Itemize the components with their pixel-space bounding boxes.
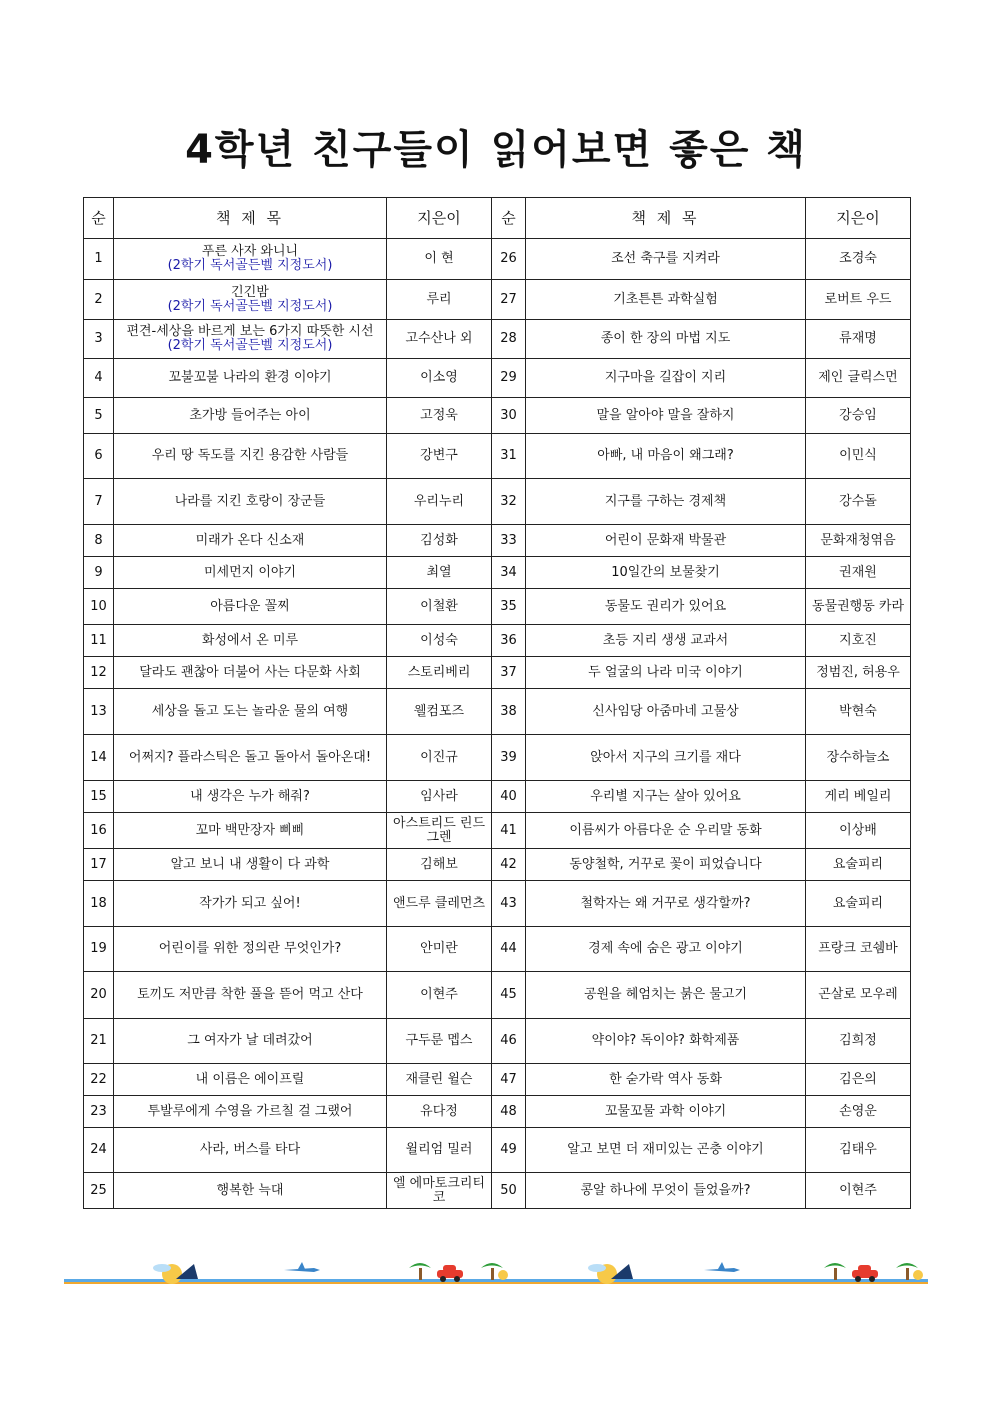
row-number: 2 (84, 280, 114, 320)
book-title-right: 초등 지리 생생 교과서 (526, 625, 806, 657)
page-title: 4학년 친구들이 읽어보면 좋은 책 (185, 127, 807, 173)
book-author: 아스트리드 린드그렌 (387, 813, 492, 849)
book-author: 이소영 (387, 359, 492, 398)
palm-tree-icon (409, 1263, 431, 1280)
book-author-right: 권재원 (806, 557, 911, 589)
table-row (84, 781, 911, 813)
table-row (84, 881, 911, 927)
book-title-right: 이름씨가 아름다운 순 우리말 동화 (526, 813, 806, 849)
book-title-right: 종이 한 장의 마법 지도 (526, 320, 806, 359)
book-author-right: 박현숙 (806, 689, 911, 735)
row-number-right: 45 (492, 972, 526, 1019)
row-number-right: 39 (492, 735, 526, 781)
book-title (114, 1173, 387, 1209)
book-title (114, 280, 387, 320)
book-author: 구두룬 멥스 (387, 1019, 492, 1064)
book-author: 임사라 (387, 781, 492, 813)
book-author-right: 김태우 (806, 1128, 911, 1173)
row-number-right: 34 (492, 557, 526, 589)
row-number: 17 (84, 849, 114, 881)
book-title-text: 미래가 온다 신소재 (195, 532, 305, 548)
table-row (84, 479, 911, 525)
row-number-right: 33 (492, 525, 526, 557)
row-number: 11 (84, 625, 114, 657)
row-number-right: 37 (492, 657, 526, 689)
row-number: 8 (84, 525, 114, 557)
table-row (84, 689, 911, 735)
book-title (114, 881, 387, 927)
book-author-right: 류재명 (806, 320, 911, 359)
book-title-right: 신사임당 아줌마네 고물상 (526, 689, 806, 735)
table-row (84, 525, 911, 557)
book-title-text: 세상을 돌고 도는 놀라운 물의 여행 (151, 703, 349, 719)
table-row (84, 972, 911, 1019)
book-title-right: 공원을 헤엄치는 붉은 물고기 (526, 972, 806, 1019)
row-number-right: 40 (492, 781, 526, 813)
book-title-text: 초가방 들어주는 아이 (189, 407, 311, 423)
book-title (114, 625, 387, 657)
table-row (84, 320, 911, 359)
book-title-text: 꼬마 백만장자 삐삐 (195, 822, 305, 838)
header-author: 지은이 (387, 198, 492, 239)
table-row (84, 1064, 911, 1096)
book-title-text: 편견-세상을 바르게 보는 6가지 따뜻한 시선 (126, 324, 374, 339)
row-number-right: 36 (492, 625, 526, 657)
book-author-right: 정범진, 허용우 (806, 657, 911, 689)
footer-decoration (64, 1258, 928, 1288)
book-author-right: 요술피리 (806, 881, 911, 927)
book-title-text: 나라를 지킨 호랑이 장군들 (174, 493, 326, 509)
header-book-title-right: 책 제 목 (526, 198, 806, 239)
row-number-right: 48 (492, 1096, 526, 1128)
table-row (84, 735, 911, 781)
book-title-text: 투발루에게 수영을 가르칠 걸 그랬어 (147, 1103, 353, 1119)
book-author: 이철환 (387, 589, 492, 625)
row-number: 21 (84, 1019, 114, 1064)
row-number: 15 (84, 781, 114, 813)
table-row (84, 1096, 911, 1128)
book-author-right: 프랑크 코쉠바 (806, 927, 911, 972)
row-number-right: 27 (492, 280, 526, 320)
book-author: 유다정 (387, 1096, 492, 1128)
book-author-right: 요술피리 (806, 849, 911, 881)
palm-tree-icon-2 (481, 1263, 508, 1280)
row-number: 1 (84, 239, 114, 280)
book-title-text: 우리 땅 독도를 지킨 용감한 사람들 (151, 448, 349, 463)
book-title (114, 1096, 387, 1128)
book-title (114, 398, 387, 434)
book-title-right: 동양철학, 거꾸로 꽃이 피었습니다 (526, 849, 806, 881)
row-number-right: 47 (492, 1064, 526, 1096)
table-row (84, 589, 911, 625)
table-row (84, 280, 911, 320)
table-row (84, 398, 911, 434)
book-title-right: 콩알 하나에 무엇이 들었을까? (526, 1173, 806, 1209)
book-author: 이 현 (387, 239, 492, 280)
airplane-icon-2 (704, 1262, 740, 1272)
book-title-text: 어쩌지? 플라스틱은 돌고 돌아서 돌아온대! (128, 749, 372, 765)
row-number: 13 (84, 689, 114, 735)
palm-tree-icon-3 (824, 1263, 846, 1280)
book-title (114, 359, 387, 398)
book-title-right: 두 얼굴의 나라 미국 이야기 (526, 657, 806, 689)
palm-tree-icon-4 (896, 1263, 923, 1280)
row-number-right: 32 (492, 479, 526, 525)
row-number: 24 (84, 1128, 114, 1173)
book-title-right: 우리별 지구는 살아 있어요 (526, 781, 806, 813)
book-title-text: 내 생각은 누가 해줘? (190, 788, 310, 804)
book-author-right: 동물권행동 카라 (806, 589, 911, 625)
book-author: 고수산나 외 (387, 320, 492, 359)
book-author: 이진규 (387, 735, 492, 781)
book-title (114, 589, 387, 625)
table-body (84, 239, 911, 1209)
table-row (84, 557, 911, 589)
row-number-right: 49 (492, 1128, 526, 1173)
row-number: 5 (84, 398, 114, 434)
book-title-text: 꼬불꼬불 나라의 환경 이야기 (168, 370, 332, 385)
row-number: 18 (84, 881, 114, 927)
row-number-right: 26 (492, 239, 526, 280)
book-author: 스토리베리 (387, 657, 492, 689)
row-number-right: 28 (492, 320, 526, 359)
book-title-right: 경제 속에 숨은 광고 이야기 (526, 927, 806, 972)
book-author: 고정욱 (387, 398, 492, 434)
book-title-text: 어린이를 위한 정의란 무엇인가? (158, 941, 342, 956)
row-number-right: 42 (492, 849, 526, 881)
book-author: 루리 (387, 280, 492, 320)
row-number-right: 30 (492, 398, 526, 434)
book-author-right: 김은의 (806, 1064, 911, 1096)
table-row (84, 849, 911, 881)
book-author-right: 문화재청엮음 (806, 525, 911, 557)
table-row (84, 625, 911, 657)
book-title-text: 긴긴밤 (231, 284, 269, 300)
book-title (114, 1064, 387, 1096)
book-author-right: 강승임 (806, 398, 911, 434)
book-author: 앤드루 클레먼츠 (387, 881, 492, 927)
row-number: 23 (84, 1096, 114, 1128)
book-author-right: 지호진 (806, 625, 911, 657)
airplane-icon (284, 1262, 320, 1272)
row-number-right: 44 (492, 927, 526, 972)
book-title-right: 기초튼튼 과학실험 (526, 280, 806, 320)
book-author-right: 김희정 (806, 1019, 911, 1064)
row-number: 7 (84, 479, 114, 525)
book-title-right: 지구를 구하는 경제책 (526, 479, 806, 525)
book-list-table (83, 197, 911, 1209)
book-author: 이현주 (387, 972, 492, 1019)
row-number: 25 (84, 1173, 114, 1209)
book-title-text: 미세먼지 이야기 (203, 564, 297, 580)
row-number: 12 (84, 657, 114, 689)
book-title-right: 약이야? 독이야? 화학제품 (526, 1019, 806, 1064)
book-title-right: 지구마을 길잡이 지리 (526, 359, 806, 398)
table-row (84, 434, 911, 479)
row-number-right: 35 (492, 589, 526, 625)
book-author-right: 이상배 (806, 813, 911, 849)
book-title (114, 849, 387, 881)
book-title (114, 1128, 387, 1173)
book-title-text: 그 여자가 날 데려갔어 (187, 1033, 313, 1048)
book-author-right: 게리 베일리 (806, 781, 911, 813)
book-author: 김해보 (387, 849, 492, 881)
row-number-right: 29 (492, 359, 526, 398)
book-title (114, 657, 387, 689)
book-author-right: 손영운 (806, 1096, 911, 1128)
book-author-right: 강수돌 (806, 479, 911, 525)
table-row (84, 1019, 911, 1064)
book-title (114, 972, 387, 1019)
row-number: 4 (84, 359, 114, 398)
header-author-right: 지은이 (806, 198, 911, 239)
book-author-right: 이현주 (806, 1173, 911, 1209)
book-author: 강변구 (387, 434, 492, 479)
book-author: 이성숙 (387, 625, 492, 657)
row-number-right: 41 (492, 813, 526, 849)
row-number: 14 (84, 735, 114, 781)
book-author-right: 장수하늘소 (806, 735, 911, 781)
book-title (114, 1019, 387, 1064)
row-number: 3 (84, 320, 114, 359)
book-title-text: 알고 보니 내 생활이 다 과학 (170, 856, 330, 872)
book-title (114, 557, 387, 589)
row-number: 22 (84, 1064, 114, 1096)
header-no-right: 순 (492, 198, 526, 239)
book-title (114, 927, 387, 972)
row-number-right: 31 (492, 434, 526, 479)
book-note: (2학기 독서골든벨 지정도서) (167, 338, 333, 353)
book-title-text: 화성에서 온 미루 (201, 632, 299, 648)
book-title-right: 아빠, 내 마음이 왜그래? (526, 434, 806, 479)
table-row (84, 359, 911, 398)
book-title-text: 아름다운 꼴찌 (210, 598, 290, 614)
book-title-right: 어린이 문화재 박물관 (526, 525, 806, 557)
book-title-right: 말을 알아야 말을 잘하지 (526, 398, 806, 434)
book-author: 윌리엄 밀러 (387, 1128, 492, 1173)
row-number-right: 43 (492, 881, 526, 927)
sand-line (64, 1282, 928, 1284)
book-author-right: 로버트 우드 (806, 280, 911, 320)
table-row (84, 927, 911, 972)
book-title-text: 내 이름은 에이프릴 (195, 1071, 305, 1087)
table-row (84, 657, 911, 689)
table-header-row (84, 198, 911, 239)
row-number: 19 (84, 927, 114, 972)
row-number-right: 50 (492, 1173, 526, 1209)
book-title (114, 735, 387, 781)
book-title-right: 알고 보면 더 재미있는 곤충 이야기 (526, 1128, 806, 1173)
book-title (114, 434, 387, 479)
book-title (114, 689, 387, 735)
book-title-right: 꼬물꼬물 과학 이야기 (526, 1096, 806, 1128)
book-title (114, 525, 387, 557)
book-title-text: 푸른 사자 와니니 (201, 244, 299, 259)
row-number: 6 (84, 434, 114, 479)
book-title-right: 동물도 권리가 있어요 (526, 589, 806, 625)
book-title-right: 조선 축구를 지켜라 (526, 239, 806, 280)
book-note: (2학기 독서골든벨 지정도서) (167, 258, 333, 273)
book-note: (2학기 독서골든벨 지정도서) (167, 298, 333, 314)
book-author-right: 이민식 (806, 434, 911, 479)
header-no: 순 (84, 198, 114, 239)
book-title (114, 813, 387, 849)
row-number-right: 46 (492, 1019, 526, 1064)
book-author: 웰컴포즈 (387, 689, 492, 735)
book-title-right: 10일간의 보물찾기 (526, 557, 806, 589)
book-title-text: 작가가 되고 싶어! (199, 895, 301, 911)
sea-line (64, 1279, 928, 1282)
book-title (114, 479, 387, 525)
book-title-text: 토끼도 저만큼 착한 풀을 뜯어 먹고 산다 (137, 987, 363, 1002)
book-author: 안미란 (387, 927, 492, 972)
header-book-title: 책 제 목 (114, 198, 387, 239)
book-author: 우리누리 (387, 479, 492, 525)
table-row (84, 1173, 911, 1209)
row-number: 20 (84, 972, 114, 1019)
book-author-right: 조경숙 (806, 239, 911, 280)
row-number: 9 (84, 557, 114, 589)
book-author-right: 곤살로 모우레 (806, 972, 911, 1019)
book-author: 김성화 (387, 525, 492, 557)
book-author: 최열 (387, 557, 492, 589)
row-number: 16 (84, 813, 114, 849)
row-number: 10 (84, 589, 114, 625)
book-title-right: 한 숟가락 역사 동화 (526, 1064, 806, 1096)
book-author-right: 제인 글릭스먼 (806, 359, 911, 398)
book-title-right: 앉아서 지구의 크기를 재다 (526, 735, 806, 781)
book-title-text: 행복한 늑대 (216, 1182, 284, 1198)
book-author: 엘 에마토크리티코 (387, 1173, 492, 1209)
table-row (84, 239, 911, 280)
table-row (84, 1128, 911, 1173)
book-title-right: 철학자는 왜 거꾸로 생각할까? (526, 881, 806, 927)
book-author: 재클린 윌슨 (387, 1064, 492, 1096)
book-title (114, 239, 387, 280)
row-number-right: 38 (492, 689, 526, 735)
book-title-text: 사라, 버스를 타다 (199, 1142, 301, 1157)
book-title-text: 달라도 괜찮아 더불어 사는 다문화 사회 (139, 664, 361, 680)
book-title (114, 320, 387, 359)
table-row (84, 813, 911, 849)
book-title (114, 781, 387, 813)
